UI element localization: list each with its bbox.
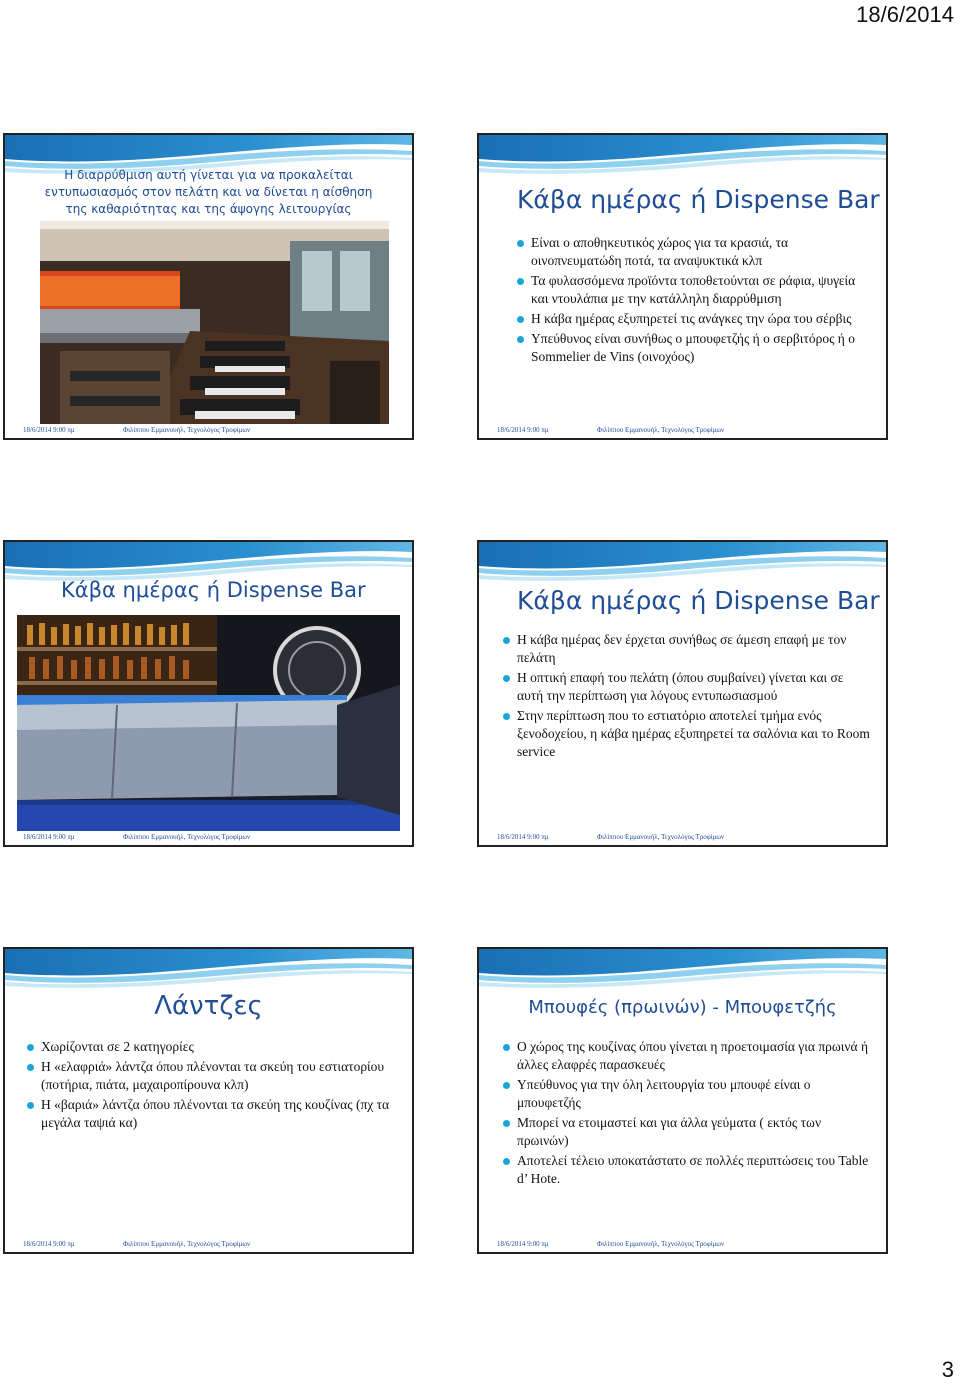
bar-counter-photo: [17, 615, 400, 831]
footer-date: 18/6/2014 9:00 πμ: [497, 426, 549, 434]
bullet-item: Υπεύθυνος για την όλη λειτουργία του μπουφέ είναι ο μπουφετζής: [503, 1076, 873, 1112]
bullet-item: Η κάβα ημέρας εξυπηρετεί τις ανάγκες την ώρα του σέρβις: [517, 310, 872, 328]
footer-author: Φιλίππου Εμμανουήλ, Τεχνολόγος Τροφίμων: [597, 1240, 725, 1248]
slide-4: [477, 540, 888, 847]
footer-date: 18/6/2014 9:00 πμ: [497, 833, 549, 841]
bullet-item: Η οπτική επαφή του πελάτη (όπου συμβαίνει) γίνεται και σε αυτή την περίπτωση για λόγους εντυπωσιασμού: [503, 669, 873, 705]
footer-date: 18/6/2014 9:00 πμ: [497, 1240, 549, 1248]
page-date: 18/6/2014: [856, 2, 954, 27]
slide-caption: Η διαρρύθμιση αυτή γίνεται για να προκαλείται εντυπωσιασμός στον πελάτη και να δίνεται η αίσθηση της καθαριότητας και της άψογης λειτουργίας: [44, 168, 373, 216]
bullet-item: Αποτελεί τέλειο υποκατάστατο σε πολλές περιπτώσεις του Table d’ Hote.: [503, 1152, 873, 1188]
footer-date: 18/6/2014 9:00 πμ: [23, 1240, 75, 1248]
bullet-list: [503, 1038, 873, 1190]
slide-header-wave: [479, 542, 886, 590]
bullet-list: [517, 234, 872, 368]
bullet-item: Η «βαριά» λάντζα όπου πλένονται τα σκεύη της κουζίνας (πχ τα μεγάλα ταψιά κα): [27, 1096, 397, 1132]
bullet-item: Η «ελαφριά» λάντζα όπου πλένονται τα σκεύη του εστιατορίου (ποτήρια, πιάτα, μαχαιροπίρουνα κλπ): [27, 1058, 397, 1094]
bullet-item: Τα φυλασσόμενα προϊόντα τοποθετούνται σε ράφια, ψυγεία και ντουλάπια με την κατάλληλη διαρρύθμιση: [517, 272, 872, 308]
footer-date: 18/6/2014 9:00 πμ: [23, 833, 75, 841]
footer-author: Φιλίππου Εμμανουήλ, Τεχνολόγος Τροφίμων: [123, 833, 251, 841]
bullet-item: Η κάβα ημέρας δεν έρχεται συνήθως σε άμεση επαφή με τον πελάτη: [503, 631, 873, 667]
bullet-list: [503, 631, 873, 763]
slide-header-wave: [5, 949, 412, 997]
slide-6: [477, 947, 888, 1254]
restaurant-dining-room-photo: [40, 221, 389, 424]
slide-3: [3, 540, 414, 847]
slide-2: [477, 133, 888, 440]
footer-date: 18/6/2014 9:00 πμ: [23, 426, 75, 434]
slide-title: Κάβα ημέρας ή Dispense Bar: [517, 185, 880, 214]
slide-5: [3, 947, 414, 1254]
bullet-item: Χωρίζονται σε 2 κατηγορίες: [27, 1038, 397, 1056]
bullet-item: Στην περίπτωση που το εστιατόριο αποτελεί τμήμα ενός ξενοδοχείου, η κάβα ημέρας εξυπηρετεί τα σαλόνια και το Room service: [503, 707, 873, 761]
footer-author: Φιλίππου Εμμανουήλ, Τεχνολόγος Τροφίμων: [597, 833, 725, 841]
footer-author: Φιλίππου Εμμανουήλ, Τεχνολόγος Τροφίμων: [123, 426, 251, 434]
bullet-item: Μπορεί να ετοιμαστεί και για άλλα γεύματα ( εκτός των πρωινών): [503, 1114, 873, 1150]
footer-author: Φιλίππου Εμμανουήλ, Τεχνολόγος Τροφίμων: [597, 426, 725, 434]
slide-1: [3, 133, 414, 440]
bullet-item: Ο χώρος της κουζίνας όπου γίνεται η προετοιμασία για πρωινά ή άλλες ελαφρές παρασκευές: [503, 1038, 873, 1074]
bullet-item: Υπεύθυνος είναι συνήθως ο μπουφετζής ή ο σερβιτόρος ή ο Sommelier de Vins (οινοχόος): [517, 330, 872, 366]
slide-title: Λάντζες: [154, 991, 263, 1021]
slide-header-wave: [479, 949, 886, 997]
bullet-list: [27, 1038, 397, 1134]
slide-title: Κάβα ημέρας ή Dispense Bar: [517, 586, 880, 615]
page-number: 3: [941, 1357, 954, 1382]
slide-title: Μπουφές (πρωινών) - Μπουφετζής: [528, 997, 837, 1018]
slide-title: Κάβα ημέρας ή Dispense Bar: [61, 578, 366, 602]
footer-author: Φιλίππου Εμμανουήλ, Τεχνολόγος Τροφίμων: [123, 1240, 251, 1248]
slide-header-wave: [479, 135, 886, 183]
bullet-item: Είναι ο αποθηκευτικός χώρος για τα κρασιά, τα οινοπνευματώδη ποτά, τα αναψυκτικά κλπ: [517, 234, 872, 270]
